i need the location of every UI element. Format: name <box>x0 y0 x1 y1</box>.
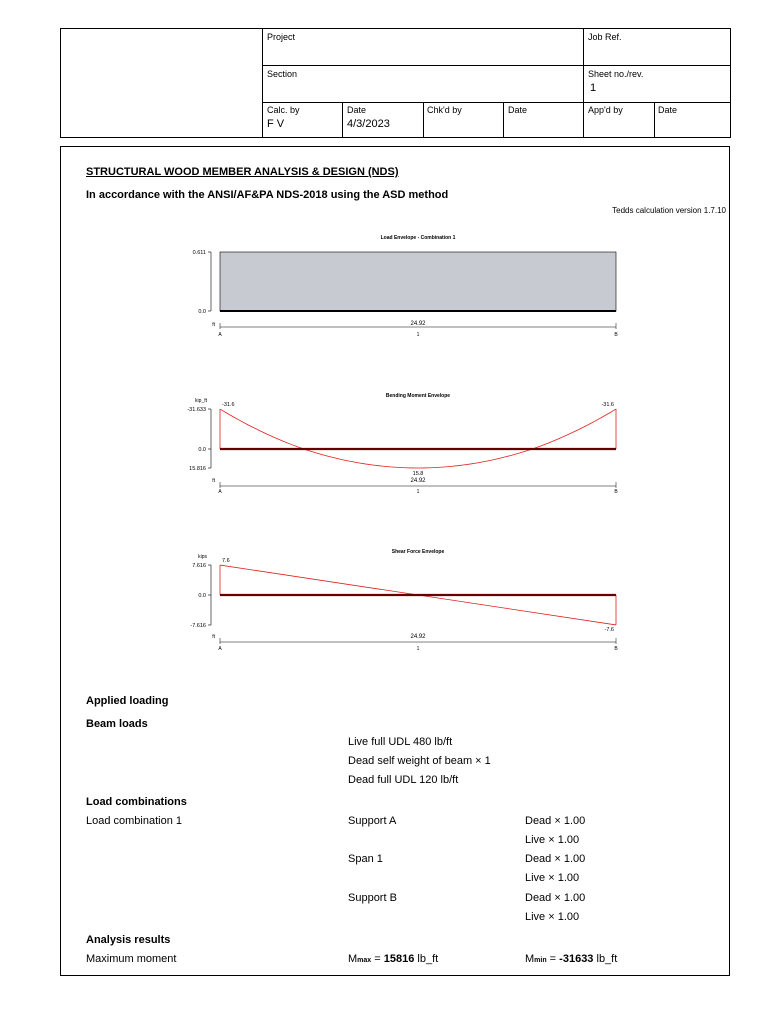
chart-title: Bending Moment Envelope <box>385 393 451 399</box>
y-tick: -31.633 <box>187 407 206 413</box>
x-axis-label: ft <box>212 478 215 484</box>
mmin-value: -31633 <box>559 953 594 965</box>
load-combination-name: Load combination 1 <box>86 815 183 827</box>
combination-location: Support A <box>348 815 397 827</box>
y-tick: -7.616 <box>190 623 206 629</box>
node-label-1: 1 <box>416 332 420 338</box>
span-label: 24.92 <box>410 478 426 484</box>
mmax-unit: lb_ft <box>414 953 439 965</box>
combination-factor: Live × 1.00 <box>525 872 580 884</box>
mmin-equals: = <box>546 953 560 965</box>
y-tick: 7.616 <box>192 563 206 569</box>
mmin-symbol: M <box>525 953 535 965</box>
node-label-a: A <box>218 489 222 495</box>
analysis-results-heading: Analysis results <box>86 934 171 946</box>
span-label: 24.92 <box>410 321 426 327</box>
combination-factor: Live × 1.00 <box>525 834 580 846</box>
combination-factor: Dead × 1.00 <box>525 853 586 865</box>
x-axis-label: ft <box>212 322 215 328</box>
node-label-1: 1 <box>416 646 420 652</box>
node-label-b: B <box>614 489 618 495</box>
sheet-label: Sheet no./rev. <box>588 69 644 79</box>
mmax-equals: = <box>371 953 384 965</box>
mmin-subscript: min <box>534 957 547 964</box>
data-label-left: 7.6 <box>222 558 230 564</box>
bending-moment-chart <box>0 385 768 500</box>
node-label-1: 1 <box>416 489 420 495</box>
y-axis-label: kips <box>198 554 207 560</box>
date-value: 4/3/2023 <box>347 118 390 130</box>
y-tick: 0.0 <box>198 593 206 599</box>
beam-load-item: Dead self weight of beam × 1 <box>348 755 491 767</box>
mmax-value: 15816 <box>383 953 415 965</box>
y-tick: 15.816 <box>189 466 206 472</box>
beam-loads-heading: Beam loads <box>86 718 148 730</box>
load-combinations-heading: Load combinations <box>86 796 187 808</box>
calc-by-label: Calc. by <box>267 105 300 115</box>
job-ref-label: Job Ref. <box>588 32 622 42</box>
document-subtitle: In accordance with the ANSI/AF&PA NDS-2018 using the ASD method <box>86 189 449 201</box>
y-tick: 0.0 <box>198 447 206 453</box>
node-label-a: A <box>218 332 222 338</box>
max-moment-label: Maximum moment <box>86 953 177 965</box>
chart-title: Load Envelope - Combination 1 <box>380 235 456 241</box>
version-text: Tedds calculation version 1.7.10 <box>612 206 726 215</box>
beam-load-item: Live full UDL 480 lb/ft <box>348 736 453 748</box>
applied-loading-heading: Applied loading <box>86 695 169 707</box>
y-tick: 0.611 <box>192 250 206 256</box>
load-envelope-chart <box>0 225 768 345</box>
project-label: Project <box>267 32 296 42</box>
appd-by-label: App'd by <box>588 105 623 115</box>
mmax-subscript: max <box>357 957 372 964</box>
mmax-symbol: M <box>348 953 358 965</box>
moment-curve <box>220 409 616 468</box>
combination-factor: Dead × 1.00 <box>525 892 586 904</box>
sheet-value: 1 <box>590 82 597 94</box>
calc-by-value: F V <box>267 118 285 130</box>
date-label: Date <box>347 105 367 115</box>
node-label-a: A <box>218 646 222 652</box>
chart-title: Shear Force Envelope <box>391 549 445 555</box>
x-axis-label: ft <box>212 634 215 640</box>
node-label-b: B <box>614 332 618 338</box>
y-tick: 0.0 <box>198 309 206 315</box>
combination-location: Span 1 <box>348 853 383 865</box>
chkd-by-label: Chk'd by <box>427 105 462 115</box>
data-label-left: -31.6 <box>222 402 235 408</box>
shear-force-chart <box>0 540 768 655</box>
mmin-unit: lb_ft <box>593 953 618 965</box>
data-label-mid: 15.8 <box>412 471 424 477</box>
y-axis-label: kip_ft <box>195 398 207 404</box>
data-label-right: -7.6 <box>604 627 614 633</box>
combination-location: Support B <box>348 892 397 904</box>
beam-load-item: Dead full UDL 120 lb/ft <box>348 774 459 786</box>
combination-factor: Live × 1.00 <box>525 911 580 923</box>
mmin-result <box>525 953 617 965</box>
load-area <box>220 252 616 311</box>
title-block <box>0 0 768 140</box>
section-label: Section <box>267 69 298 79</box>
combination-factor: Dead × 1.00 <box>525 815 586 827</box>
span-label: 24.92 <box>410 634 426 640</box>
data-label-right: -31.6 <box>601 402 614 408</box>
date2-label: Date <box>508 105 528 115</box>
mmax-result <box>348 953 438 965</box>
date3-label: Date <box>658 105 678 115</box>
document-title: STRUCTURAL WOOD MEMBER ANALYSIS & DESIGN (NDS) <box>86 166 399 178</box>
node-label-b: B <box>614 646 618 652</box>
